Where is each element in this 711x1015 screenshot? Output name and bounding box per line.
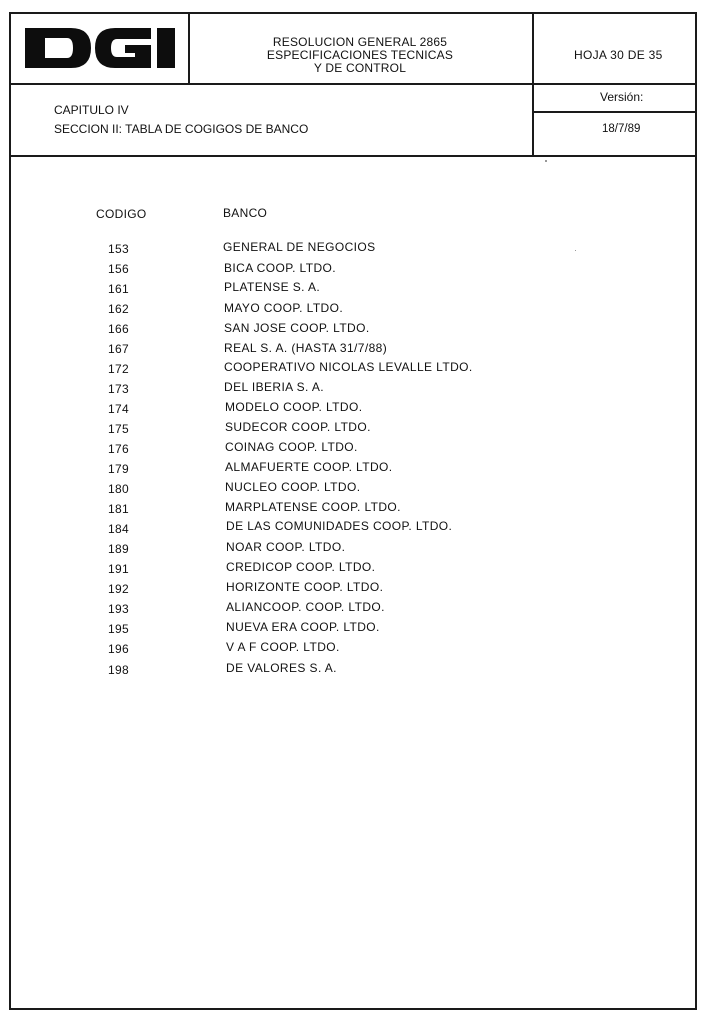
bank-cell: NOAR COOP. LTDO. (226, 540, 346, 554)
code-cell: 193 (108, 602, 129, 616)
bank-cell: BICA COOP. LTDO. (224, 261, 336, 275)
section-label: SECCION II: TABLA DE COGIGOS DE BANCO (54, 122, 309, 136)
code-cell: 167 (108, 342, 129, 356)
version-divider (534, 111, 695, 113)
code-cell: 192 (108, 582, 129, 596)
code-cell: 195 (108, 622, 129, 636)
page-number-cell (534, 14, 695, 83)
column-header-bank: BANCO (223, 206, 268, 220)
code-cell: 176 (108, 442, 129, 456)
bank-cell: GENERAL DE NEGOCIOS (223, 240, 376, 254)
code-cell: 156 (108, 262, 129, 276)
code-cell: 175 (108, 422, 129, 436)
page-number: HOJA 30 DE 35 (574, 48, 663, 62)
code-cell: 196 (108, 642, 129, 656)
scan-speck (575, 250, 576, 251)
bank-cell: COOPERATIVO NICOLAS LEVALLE LTDO. (224, 360, 473, 374)
chapter-label: CAPITULO IV (54, 103, 129, 117)
bank-cell: ALIANCOOP. COOP. LTDO. (226, 600, 385, 614)
code-cell: 153 (108, 242, 129, 256)
dgi-logo (19, 24, 181, 72)
code-cell: 189 (108, 542, 129, 556)
bank-cell: MAYO COOP. LTDO. (224, 301, 344, 315)
bank-cell: MARPLATENSE COOP. LTDO. (225, 500, 401, 514)
code-cell: 184 (108, 522, 129, 536)
bank-cell: DEL IBERIA S. A. (224, 380, 324, 394)
bank-cell: PLATENSE S. A. (224, 280, 321, 294)
title-line: RESOLUCION GENERAL 2865 (272, 35, 448, 49)
logo-cell (11, 14, 188, 83)
scan-speck (545, 160, 547, 162)
code-cell: 162 (108, 302, 129, 316)
code-cell: 166 (108, 322, 129, 336)
column-header-code: CODIGO (96, 207, 147, 221)
version-label: Versión: (600, 90, 644, 104)
code-cell: 173 (108, 382, 129, 396)
resolution-title (188, 14, 532, 83)
bank-cell: REAL S. A. (HASTA 31/7/88) (224, 341, 388, 355)
code-cell: 180 (108, 482, 129, 496)
document-header (11, 14, 695, 157)
title-line: Y DE CONTROL (313, 61, 407, 75)
code-cell: 179 (108, 462, 129, 476)
title-line: ESPECIFICACIONES TECNICAS (266, 48, 454, 62)
version-cell (534, 85, 695, 155)
code-cell: 174 (108, 402, 129, 416)
bank-cell: SAN JOSE COOP. LTDO. (224, 321, 370, 335)
code-cell: 198 (108, 663, 129, 677)
bank-cell: COINAG COOP. LTDO. (225, 440, 358, 454)
code-cell: 181 (108, 502, 129, 516)
bank-cell: HORIZONTE COOP. LTDO. (226, 580, 384, 594)
bank-cell: NUEVA ERA COOP. LTDO. (226, 620, 380, 634)
version-date: 18/7/89 (602, 123, 641, 135)
section-cell (11, 85, 532, 155)
bank-cell: V A F COOP. LTDO. (226, 640, 340, 654)
bank-cell: CREDICOP COOP. LTDO. (226, 560, 376, 574)
code-cell: 172 (108, 362, 129, 376)
code-cell: 191 (108, 562, 129, 576)
bank-cell: MODELO COOP. LTDO. (225, 400, 363, 414)
bank-cell: NUCLEO COOP. LTDO. (225, 480, 361, 494)
bank-cell: DE LAS COMUNIDADES COOP. LTDO. (226, 519, 453, 533)
code-cell: 161 (108, 282, 129, 296)
bank-cell: ALMAFUERTE COOP. LTDO. (225, 460, 393, 474)
bank-cell: SUDECOR COOP. LTDO. (225, 420, 371, 434)
bank-cell: DE VALORES S. A. (226, 661, 337, 675)
